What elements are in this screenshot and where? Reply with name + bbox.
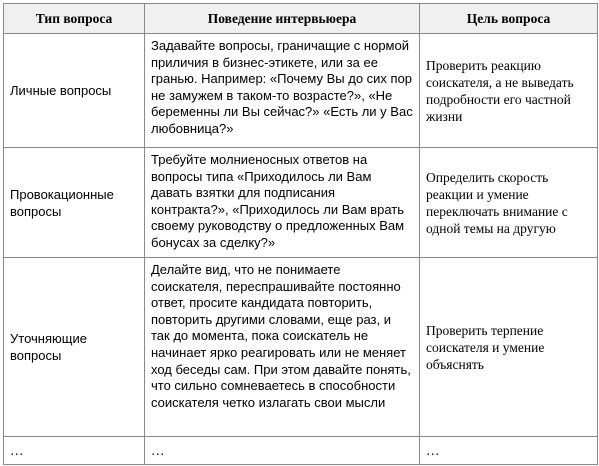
goal-cell: Проверить терпение соискателя и умение объяснять — [420, 258, 598, 437]
table-row — [4, 437, 598, 465]
question-type-cell: Личные вопросы — [4, 34, 145, 148]
header-question-goal: Цель вопроса — [420, 4, 598, 34]
table-header-row — [4, 4, 598, 34]
header-interviewer-behavior: Поведение интервьюера — [145, 4, 420, 34]
table-row — [4, 258, 598, 437]
interview-questions-table — [3, 3, 598, 465]
goal-cell: … — [420, 437, 598, 465]
table-row — [4, 148, 598, 258]
header-question-type: Тип вопроса — [4, 4, 145, 34]
question-type-cell: Провокационные вопросы — [4, 148, 145, 258]
question-type-cell: Уточняющие вопросы — [4, 258, 145, 437]
table-row — [4, 34, 598, 148]
behavior-cell: Требуйте молниеносных ответов на вопросы типа «Приходилось ли Вам давать взятки для подписания контракта?», «Приходилось ли Вам врать своему руководству о предложенных Вам бонусах за сделку?» — [145, 148, 420, 258]
goal-cell: Определить скорость реакции и умение переключать внимание с одной темы на другую — [420, 148, 598, 258]
behavior-cell: Задавайте вопросы, граничащие с нормой приличия в бизнес-этикете, или за ее гранью. Например: «Почему Вы до сих пор не замужем в таком-то возрасте?», «Не беременны ли Вы сейчас?» «Есть ли у Вас любовница?» — [145, 34, 420, 148]
question-type-cell: … — [4, 437, 145, 465]
goal-cell: Проверить реакцию соискателя, а не выведать подробности его частной жизни — [420, 34, 598, 148]
behavior-cell: Делайте вид, что не понимаете соискателя, переспрашивайте постоянно ответ, просите кандидата повторить, повторить другими словами, еще раз, и так до момента, пока соискатель не начинает ярко реагировать или не меняет ход беседы сам. При этом давайте понять, что сильно сомневаетесь в способности соискателя четко излагать свои мысли — [145, 258, 420, 437]
behavior-cell: … — [145, 437, 420, 465]
